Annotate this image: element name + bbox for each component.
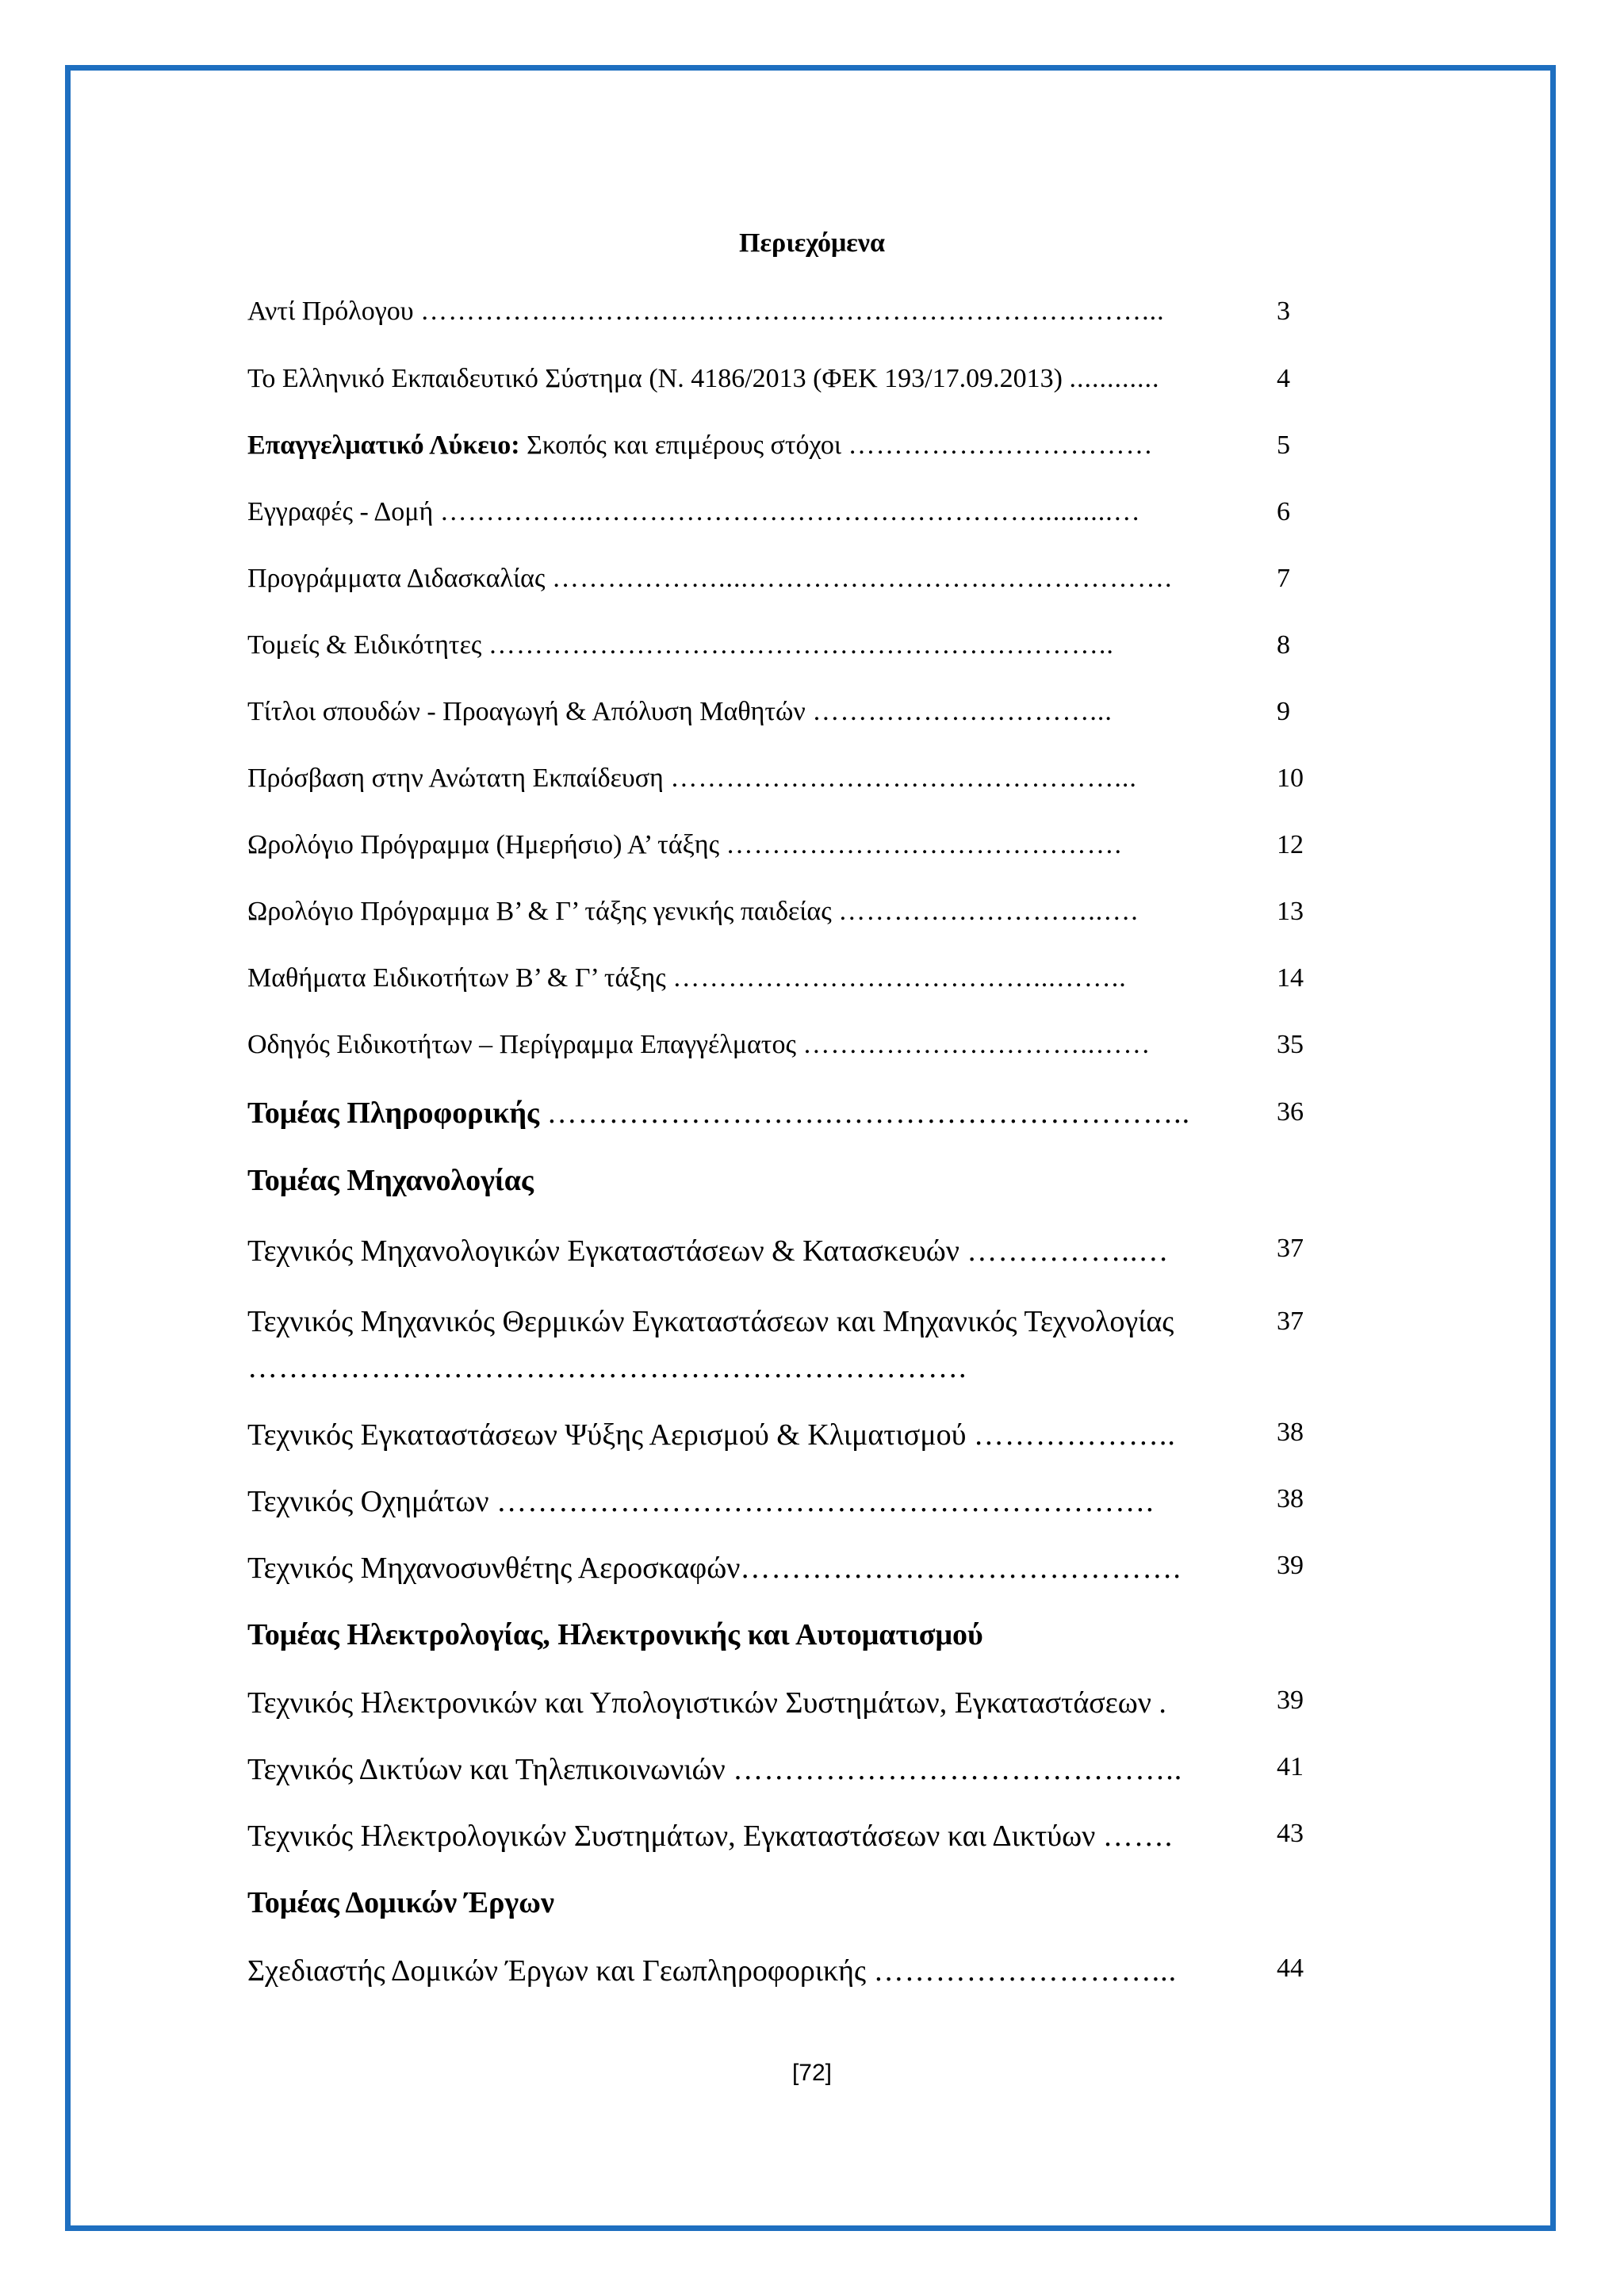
toc-page-number: 39 [1277,1551,1304,1580]
toc-page-number: 10 [1277,763,1304,793]
toc-entry-dots: ……………………………………………………………. [247,1351,967,1384]
toc-entry [247,1484,1262,1519]
toc-entry-label: Σκοπός και επιμέρους στόχοι [519,430,848,460]
toc-entry-label: Εγγραφές - Δομή [247,497,440,526]
toc-entry-label: Τεχνικός Μηχανικός Θερμικών Εγκαταστάσεων και Μηχανικός Τεχνολογίας [247,1305,1174,1338]
toc-entry-label: Προγράμματα Διδασκαλίας [247,564,552,593]
toc-entry [247,963,1262,993]
toc-entry [247,1954,1262,1988]
toc-entry-dots: ……………………………………. [726,830,1123,859]
toc-entry-label: Τίτλοι σπουδών - Προαγωγή & Απόλυση Μαθητών [247,697,813,726]
toc-entry-dots: ……………………………………………………………………... [420,297,1165,326]
toc-entry-label: Σχεδιαστής Δομικών Έργων και Γεωπληροφορικής [247,1954,874,1988]
toc-entry [247,630,1262,660]
toc-entry-dots: ………………………………………………………. [496,1485,1155,1518]
toc-entry-label: Τεχνικός Δικτύων και Τηλεπικοινωνιών [247,1753,733,1786]
toc-page-number: 7 [1277,564,1290,593]
toc-entry-dots: …………………………………………... [670,763,1137,793]
toc-entry-label: Τεχνικός Εγκαταστάσεων Ψύξης Αερισμού & Κλιματισμού [247,1418,974,1452]
toc-page-number: 36 [1277,1097,1304,1127]
toc-entry [247,1551,1262,1586]
toc-section-heading: Τομέας Μηχανολογίας [247,1164,534,1197]
toc-page-number: 4 [1277,364,1290,393]
toc-entry-label: Τεχνικός Ηλεκτρονικών και Υπολογιστικών Συστημάτων, Εγκαταστάσεων . [247,1686,1166,1720]
toc-entry-label: Τεχνικός Ηλεκτρολογικών Συστημάτων, Εγκαταστάσεων και Δικτύων [247,1820,1103,1853]
toc-entry-dots: ………………………... [873,1954,1178,1988]
toc-entry [247,1299,1278,1391]
toc-entry [247,1096,1262,1131]
toc-entry-dots: ............ [1069,364,1160,393]
toc-page-number: 5 [1277,430,1290,460]
toc-page-number: 8 [1277,630,1290,660]
toc-page-number: 13 [1277,897,1304,926]
toc-page-number: 14 [1277,963,1304,993]
toc-page-number: 37 [1277,1307,1304,1336]
toc-entry-label: Οδηγός Ειδικοτήτων – Περίγραμμα Επαγγέλματος [247,1030,803,1059]
toc-entry-dots: …………………………………….. [733,1753,1183,1786]
toc-entry-label: Αντί Πρόλογου [247,297,421,326]
toc-page-number: 35 [1277,1030,1304,1059]
toc-entry-bold-label: Τομέας Πληροφορικής [247,1096,540,1130]
toc-entry [247,297,1262,327]
toc-page-number: 6 [1277,497,1290,526]
toc-page-number: 38 [1277,1484,1304,1513]
toc-entry [247,1234,1262,1269]
toc-entry [247,1752,1262,1787]
toc-entry-label: Μαθήματα Ειδικοτήτων Β’ & Γ’ τάξης [247,963,673,993]
toc-entry-bold-label: Επαγγελματικό Λύκειο: [247,430,520,460]
toc-entry [247,1418,1262,1452]
toc-section-heading: Τομέας Ηλεκτρολογίας, Ηλεκτρονικής και Αυτοματισμού [247,1618,983,1651]
toc-entry-dots: ……………………….…………………………….. [546,1096,1191,1130]
toc-page-number: 12 [1277,830,1304,859]
toc-section-heading: Τομέας Δομικών Έργων [247,1886,554,1919]
toc-entry [247,697,1262,727]
toc-page-number: 43 [1277,1819,1304,1848]
toc-entry [247,1686,1262,1720]
toc-entry-label: Τεχνικός Μηχανολογικών Εγκαταστάσεων & Κατασκευών [247,1234,967,1268]
toc-entry-dots: …………………………………...…….. [672,963,1127,993]
toc-entry [247,364,1262,394]
toc-entry [247,1819,1262,1854]
toc-entry-dots: ……………………………………. [740,1552,1182,1585]
toc-entry-label: Τομείς & Ειδικότητες [247,630,488,660]
toc-entry-dots: ……. [1102,1820,1174,1853]
toc-entry-dots: ……………..…………………………………………..........… [439,497,1141,526]
toc-entry [247,564,1262,594]
toc-entry [247,763,1262,794]
toc-entry [247,497,1262,527]
toc-entry-label: Ωρολόγιο Πρόγραμμα Β’ & Γ’ τάξης γενικής παιδείας [247,897,839,926]
toc-entry-label: Πρόσβαση στην Ανώτατη Εκπαίδευση [247,763,671,793]
toc-entry-label: Ωρολόγιο Πρόγραμμα (Ημερήσιο) Α’ τάξης [247,830,726,859]
toc-entry-dots: ……………….. [973,1418,1176,1452]
toc-entry-dots: …………………………… [848,430,1154,460]
toc-page-number: 37 [1277,1234,1304,1263]
toc-entry-label: Τεχνικός Μηχανοσυνθέτης Αεροσκαφών [247,1552,741,1585]
toc-entry-label [539,1096,547,1130]
toc-entry [247,897,1262,927]
toc-entry [247,1030,1262,1060]
toc-page-number: 3 [1277,297,1290,326]
toc-page-number: 41 [1277,1752,1304,1781]
toc-entry-dots: ………………………………………………………….. [488,630,1114,660]
footer-page-number: [72] [791,2060,833,2086]
toc-entry-dots: …………………………..…… [802,1030,1151,1059]
toc-page-number: 9 [1277,697,1290,726]
toc-title: Περιεχόμενα [739,228,885,258]
toc-entry-dots: …………………………... [812,697,1113,726]
toc-entry-dots: ……………..… [967,1234,1170,1268]
toc-page-number: 44 [1277,1954,1304,1983]
toc-entry [247,430,1262,461]
toc-entry [247,830,1262,860]
toc-page-number: 38 [1277,1418,1304,1447]
toc-page-number: 39 [1277,1686,1304,1715]
toc-entry-dots: ………………………..…. [838,897,1139,926]
toc-entry-dots: ………………....………………………………………. [551,564,1173,593]
toc-entry-label: Τεχνικός Οχημάτων [247,1485,497,1518]
toc-entry-label: Το Ελληνικό Εκπαιδευτικό Σύστημα (Ν. 4186/2013 (ΦΕΚ 193/17.09.2013) [247,364,1070,393]
